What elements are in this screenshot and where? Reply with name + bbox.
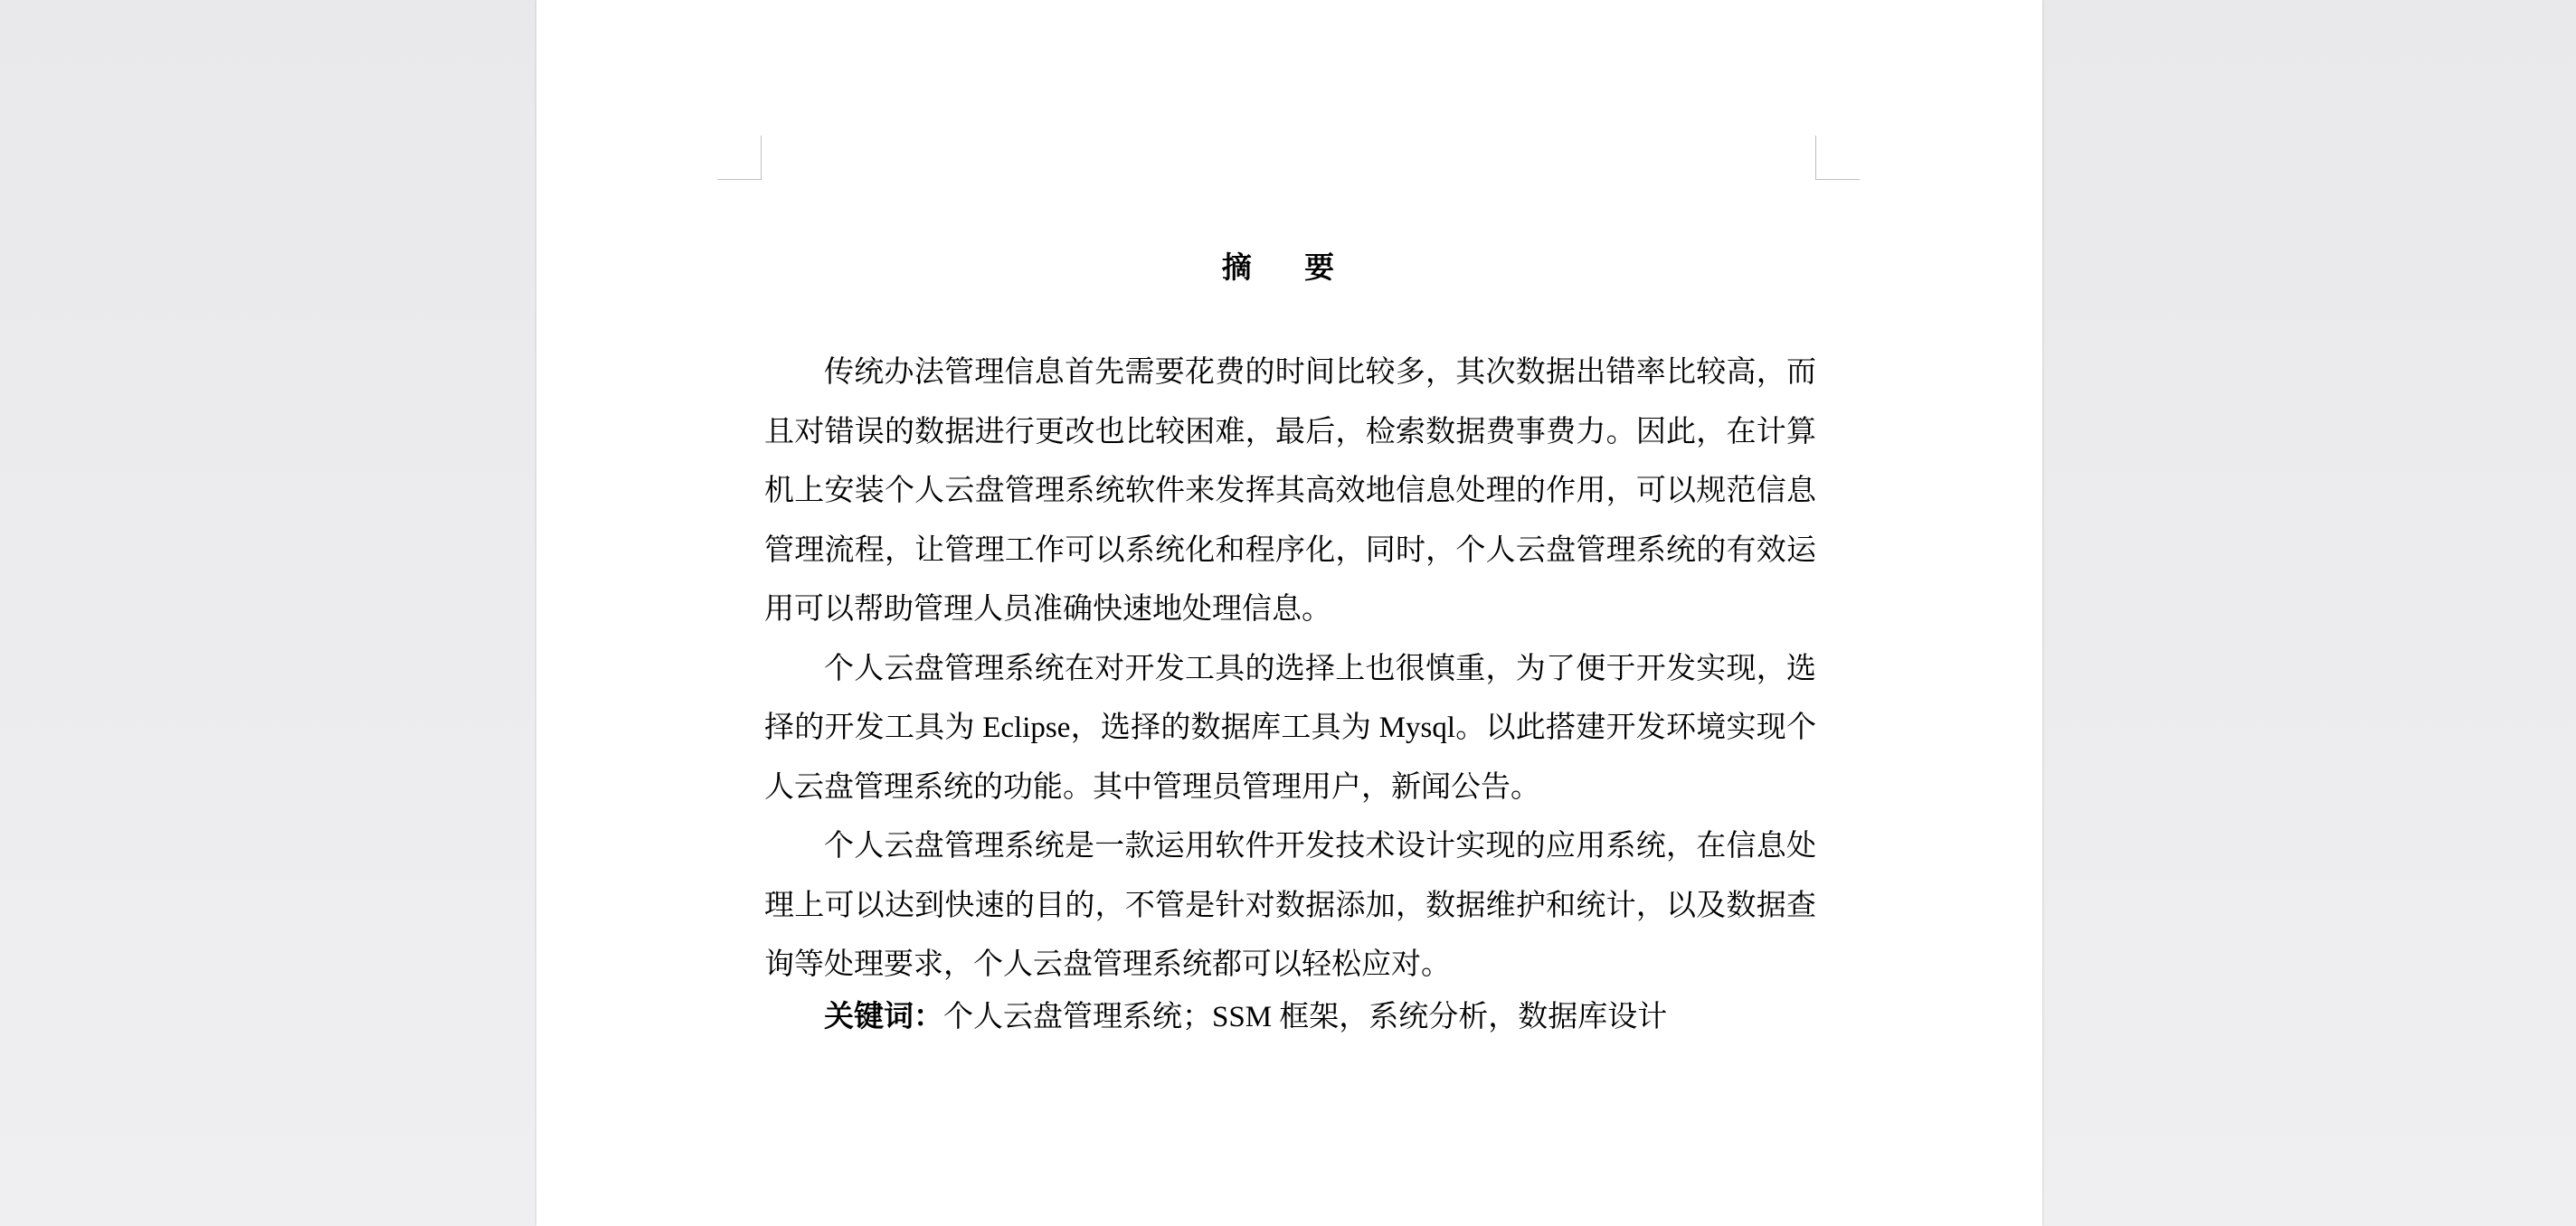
abstract-paragraph-2: 个人云盘管理系统在对开发工具的选择上也很慎重，为了便于开发实现，选择的开发工具为 Eclipse，选择的数据库工具为 Mysql。以此搭建开发环境实现个人云盘管理系统的功能。其中管理员管理用户，新闻公告。 bbox=[764, 652, 1816, 804]
document-page[interactable] bbox=[536, 0, 2042, 1226]
abstract-body bbox=[764, 344, 1816, 1047]
abstract-paragraph-1: 传统办法管理信息首先需要花费的时间比较多，其次数据出错率比较高，而且对错误的数据进行更改也比较困难，最后，检索数据费事费力。因此，在计算机上安装个人云盘管理系统软件来发挥其高效地信息处理的作用，可以规范信息管理流程，让管理工作可以系统化和程序化，同时，个人云盘管理系统的有效运用可以帮助管理人员准确快速地处理信息。 bbox=[764, 356, 1816, 626]
keywords-value: 个人云盘管理系统；SSM 框架，系统分析，数据库设计 bbox=[943, 1000, 1668, 1033]
keywords-line bbox=[764, 988, 1816, 1048]
top-right-margin-marker bbox=[1815, 136, 1860, 180]
keywords-label: 关键词： bbox=[824, 1000, 943, 1033]
abstract-paragraph-3: 个人云盘管理系统是一款运用软件开发技术设计实现的应用系统，在信息处理上可以达到快速的目的，不管是针对数据添加，数据维护和统计，以及数据查询等处理要求，个人云盘管理系统都可以轻松应对。 bbox=[764, 830, 1816, 981]
abstract-heading: 摘 要 bbox=[1221, 252, 1358, 285]
top-left-margin-marker bbox=[717, 136, 762, 180]
